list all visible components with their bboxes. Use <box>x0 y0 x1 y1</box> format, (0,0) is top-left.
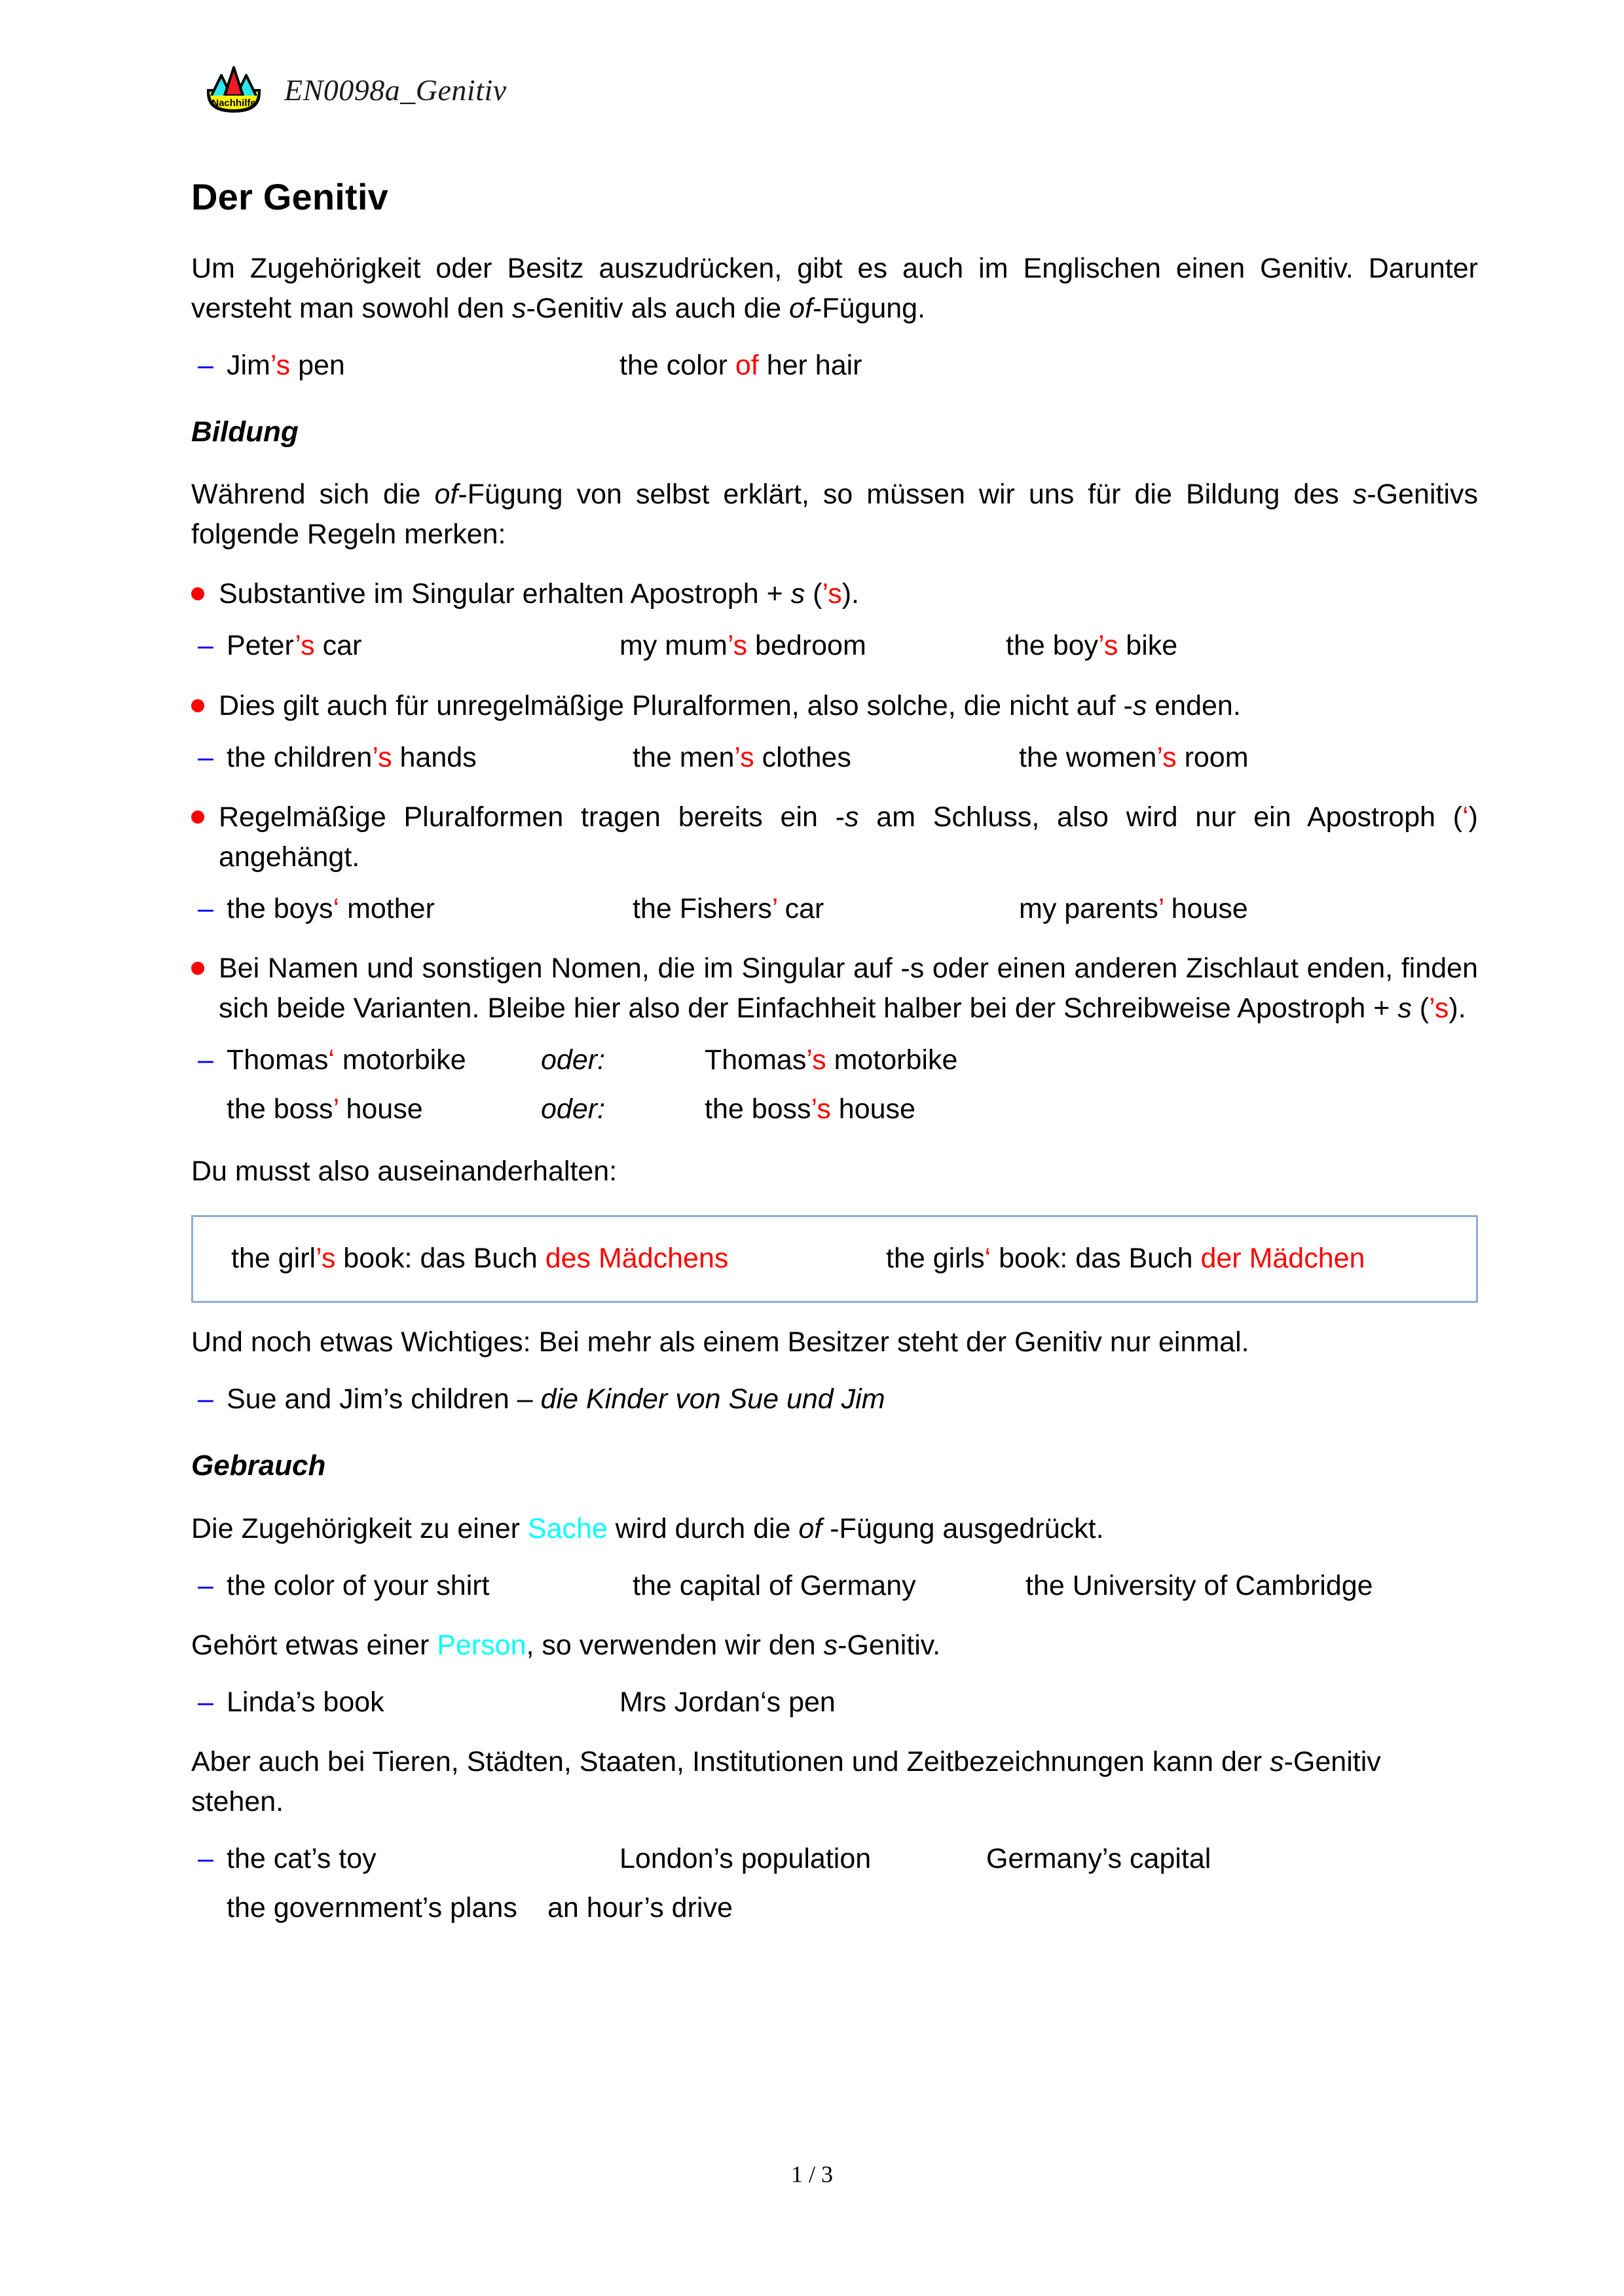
example-text-tail: house <box>1163 892 1248 924</box>
example-text-tail: car <box>777 892 824 924</box>
example-text: Thomas <box>227 1044 329 1076</box>
page-footer <box>0 2160 1624 2188</box>
example-text: Peter <box>227 630 295 662</box>
thing-text-a: Die Zugehörigkeit zu einer <box>191 1512 528 1544</box>
example-text-tail: motorbike <box>826 1044 958 1076</box>
oder-label: oder: <box>541 1093 606 1125</box>
example-text: the boss <box>227 1093 333 1125</box>
example-text: the children <box>227 741 373 773</box>
example-text: the Fishers <box>633 892 772 924</box>
person-text-b: , so verwenden wir den <box>526 1629 824 1661</box>
example-text-tail: motorbike <box>334 1044 466 1076</box>
example-text: the boss <box>705 1093 811 1125</box>
rule-bullet-row <box>191 797 1478 877</box>
other-example-row <box>191 1839 1478 1879</box>
rule-example-row <box>191 889 1478 929</box>
example-item <box>227 626 619 666</box>
example-suffix: of <box>735 349 759 381</box>
example-item: the capital of Germany <box>633 1569 916 1601</box>
dash-bullet-icon: – <box>198 1686 213 1718</box>
rule-text-a: Dies gilt auch für unregelmäßige Pluralformen, also solche, die nicht auf - <box>219 689 1133 721</box>
rule-text-c: ). <box>1449 992 1466 1024</box>
rule-text-c: ). <box>841 578 860 610</box>
example-text: Thomas <box>705 1044 807 1076</box>
intro-em-s: s <box>512 292 526 324</box>
example-suffix: ’ <box>333 1093 339 1125</box>
highlight-suffix: ’s <box>316 1242 336 1274</box>
red-dot-bullet-icon <box>191 811 208 824</box>
other-em-s: s <box>1270 1745 1284 1777</box>
example-item: the University of Cambridge <box>1025 1569 1373 1601</box>
other-text-a: Aber auch bei Tieren, Städten, Staaten, Institutionen und Zeitbezeichnungen kann der <box>191 1745 1270 1777</box>
example-item: the government’s plans <box>227 1892 517 1924</box>
rule-text-a: Bei Namen und sonstigen Nomen, die im Singular auf -s oder einen anderen Zischlaut enden, finden sich beide Varianten. Bleibe hier also der Einfachheit halber bei der Schreibweise Apostroph + <box>219 952 1478 1024</box>
example-item <box>705 1040 973 1080</box>
rule-text-b: enden. <box>1147 689 1241 721</box>
example-text: the boys <box>227 892 333 924</box>
example-item <box>227 889 633 929</box>
example-suffix: ’s <box>806 1044 826 1076</box>
highlight-item-plural <box>886 1239 1365 1277</box>
rule-em: s <box>790 578 805 610</box>
example-item <box>633 889 1019 929</box>
example-suffix: ‘ <box>328 1044 335 1076</box>
person-example-row <box>191 1683 1478 1722</box>
bildung-text-c: -Genitivs folgende Regeln merken: <box>191 479 1478 551</box>
rule-accent: ‘ <box>1462 801 1469 833</box>
example-text: the women <box>1019 741 1157 773</box>
example-suffix: ’s <box>372 741 392 773</box>
highlight-item-singular <box>217 1239 886 1277</box>
highlight-suffix: ‘ <box>984 1242 991 1274</box>
example-suffix: ’s <box>270 349 291 381</box>
example-item <box>227 738 633 778</box>
thing-paragraph <box>191 1509 1478 1549</box>
highlight-text: the girl <box>231 1242 316 1274</box>
section-heading-bildung: Bildung <box>191 415 299 448</box>
example-text-tail: bedroom <box>747 630 866 662</box>
bildung-em-of: of <box>434 479 458 511</box>
thomas-example-row <box>191 1040 1478 1080</box>
red-dot-bullet-icon <box>191 962 208 975</box>
highlight-translation: der Mädchen <box>1200 1242 1365 1274</box>
example-text-tail: bike <box>1118 630 1178 662</box>
example-suffix: ’s <box>727 630 748 662</box>
example-item <box>619 626 1006 666</box>
thing-text-c: -Fügung ausgedrückt. <box>822 1512 1104 1544</box>
dash-bullet-icon: – <box>198 741 213 773</box>
rule-text-b: ( <box>1411 992 1430 1024</box>
rule-accent: ’s <box>822 578 842 610</box>
rule-text-b: am Schluss, also wird nur ein Apostroph ( <box>858 801 1463 833</box>
example-suffix: ‘ <box>333 892 340 924</box>
example-suffix: ’ <box>1158 892 1164 924</box>
red-dot-bullet-icon <box>191 699 208 712</box>
svg-text:Nachhilfe: Nachhilfe <box>212 98 256 109</box>
highlight-text-mid: book: das Buch <box>991 1242 1201 1274</box>
example-text-tail: clothes <box>754 741 851 773</box>
example-item: Linda’s book <box>227 1686 384 1718</box>
rule-bullet-row <box>191 574 1478 614</box>
example-item <box>1019 738 1264 778</box>
document-content <box>191 177 1478 1937</box>
example-text-tail: car <box>314 630 362 662</box>
example-item <box>633 738 1019 778</box>
example-item: Germany’s capital <box>986 1843 1211 1874</box>
example-text: the boy <box>1006 630 1099 662</box>
example-item <box>227 1040 541 1080</box>
example-item <box>705 1089 931 1129</box>
multi-owner-paragraph: Und noch etwas Wichtiges: Bei mehr als einem Besitzer steht der Genitiv nur einmal. <box>191 1326 1249 1358</box>
example-item <box>227 1089 541 1129</box>
person-text-a: Gehört etwas einer <box>191 1629 437 1661</box>
example-item: the cat’s toy <box>227 1843 377 1874</box>
rule-bullet-row <box>191 686 1478 726</box>
person-keyword-person: Person <box>437 1629 526 1661</box>
example-suffix: ’s <box>811 1093 831 1125</box>
person-em-s: s <box>823 1629 838 1661</box>
intro-example-row <box>191 346 1478 386</box>
person-paragraph <box>191 1626 1478 1666</box>
oder-label: oder: <box>541 1044 606 1076</box>
other-text-b: -Genitiv stehen. <box>191 1745 1381 1817</box>
page-title: Der Genitiv <box>191 176 388 217</box>
example-suffix: ’s <box>295 630 315 662</box>
intro-text-a: Um Zugehörigkeit oder Besitz auszudrücken, gibt es auch im Englischen einen Genitiv. Darunter versteht man sowohl den <box>191 252 1478 324</box>
example-text-tail: house <box>830 1093 915 1125</box>
boss-example-row <box>191 1089 1478 1129</box>
example-item <box>227 346 619 386</box>
example-item: the color of your shirt <box>227 1569 490 1601</box>
example-text-tail: room <box>1176 741 1249 773</box>
highlight-text-mid: book: das Buch <box>335 1242 545 1274</box>
rule-text <box>219 949 1478 1029</box>
example-item: Mrs Jordan‘s pen <box>619 1686 836 1718</box>
example-item <box>227 1379 901 1419</box>
rule-example-row <box>191 738 1478 778</box>
example-text-tail: mother <box>339 892 435 924</box>
rule-text <box>219 574 1478 614</box>
bildung-text-a: Während sich die <box>191 479 435 511</box>
example-text: my parents <box>1019 892 1158 924</box>
example-item: an hour’s drive <box>547 1892 733 1924</box>
example-suffix: ’ <box>771 892 777 924</box>
example-suffix: ’s <box>734 741 754 773</box>
rule-accent: ’s <box>1429 992 1449 1024</box>
thing-text-b: wird durch die <box>607 1512 799 1544</box>
rule-text <box>219 797 1478 877</box>
red-dot-bullet-icon <box>191 587 208 600</box>
intro-paragraph <box>191 249 1478 329</box>
distinguish-lead-paragraph: Du musst also auseinanderhalten: <box>191 1155 618 1187</box>
dash-bullet-icon: – <box>198 630 213 662</box>
highlight-comparison-box <box>191 1215 1478 1303</box>
highlight-text: the girls <box>886 1242 985 1274</box>
thing-em-of: of <box>798 1512 822 1544</box>
rule-text-a: Substantive im Singular erhalten Apostroph + <box>219 578 791 610</box>
other-paragraph <box>191 1742 1478 1822</box>
example-text: the color <box>619 349 735 381</box>
example-text: Jim <box>227 349 270 381</box>
example-translation: die Kinder von Sue und Jim <box>540 1383 885 1415</box>
intro-text-c: -Fügung. <box>812 292 926 324</box>
example-item <box>1006 626 1193 666</box>
example-text-tail: pen <box>290 349 345 381</box>
document-header <box>203 64 507 115</box>
example-text-tail: house <box>338 1093 423 1125</box>
example-suffix: ’s <box>1156 741 1177 773</box>
rule-text-b: ( <box>805 578 822 610</box>
dash-bullet-icon: – <box>198 1843 213 1874</box>
thing-keyword-sache: Sache <box>527 1512 608 1544</box>
example-item <box>1019 889 1264 929</box>
dash-bullet-icon: – <box>198 1569 213 1601</box>
nachhilfe-logo-icon <box>203 64 265 115</box>
example-text: the men <box>633 741 735 773</box>
example-text-tail: hands <box>392 741 477 773</box>
rule-em: s <box>1397 992 1412 1024</box>
dash-bullet-icon: – <box>198 892 213 924</box>
rule-text-c: ) angehängt. <box>219 801 1478 873</box>
rule-example-row <box>191 626 1478 666</box>
example-item: London’s population <box>619 1843 872 1874</box>
document-code-label: EN0098a_Genitiv <box>284 73 507 107</box>
example-item <box>619 346 878 386</box>
section-heading-gebrauch: Gebrauch <box>191 1449 326 1482</box>
thing-example-row <box>191 1566 1478 1606</box>
rule-bullet-row <box>191 949 1478 1029</box>
person-text-c: -Genitiv. <box>838 1629 941 1661</box>
highlight-translation: des Mädchens <box>545 1242 729 1274</box>
example-text: Sue and Jim’s children – <box>227 1383 541 1415</box>
multi-owner-example-row <box>191 1379 1478 1419</box>
dash-bullet-icon: – <box>198 1044 213 1076</box>
bildung-em-s: s <box>1352 479 1367 511</box>
dash-bullet-icon: – <box>198 349 213 381</box>
rule-em: s <box>1132 689 1147 721</box>
page-number: 1 / 3 <box>790 2161 833 2187</box>
example-text-tail: her hair <box>758 349 862 381</box>
rule-text <box>219 686 1478 726</box>
intro-em-of: of <box>789 292 813 324</box>
example-suffix: ’s <box>1098 630 1118 662</box>
dash-bullet-icon: – <box>198 1383 213 1415</box>
rule-em: s <box>845 801 859 833</box>
intro-text-b: -Genitiv als auch die <box>526 292 790 324</box>
bildung-text-b: -Fügung von selbst erklärt, so müssen wir uns für die Bildung des <box>458 479 1353 511</box>
rule-text-a: Regelmäßige Pluralformen tragen bereits ein - <box>219 801 845 833</box>
example-text: my mum <box>619 630 728 662</box>
other-example-row-2 <box>191 1888 1478 1928</box>
bildung-intro-paragraph <box>191 475 1478 555</box>
